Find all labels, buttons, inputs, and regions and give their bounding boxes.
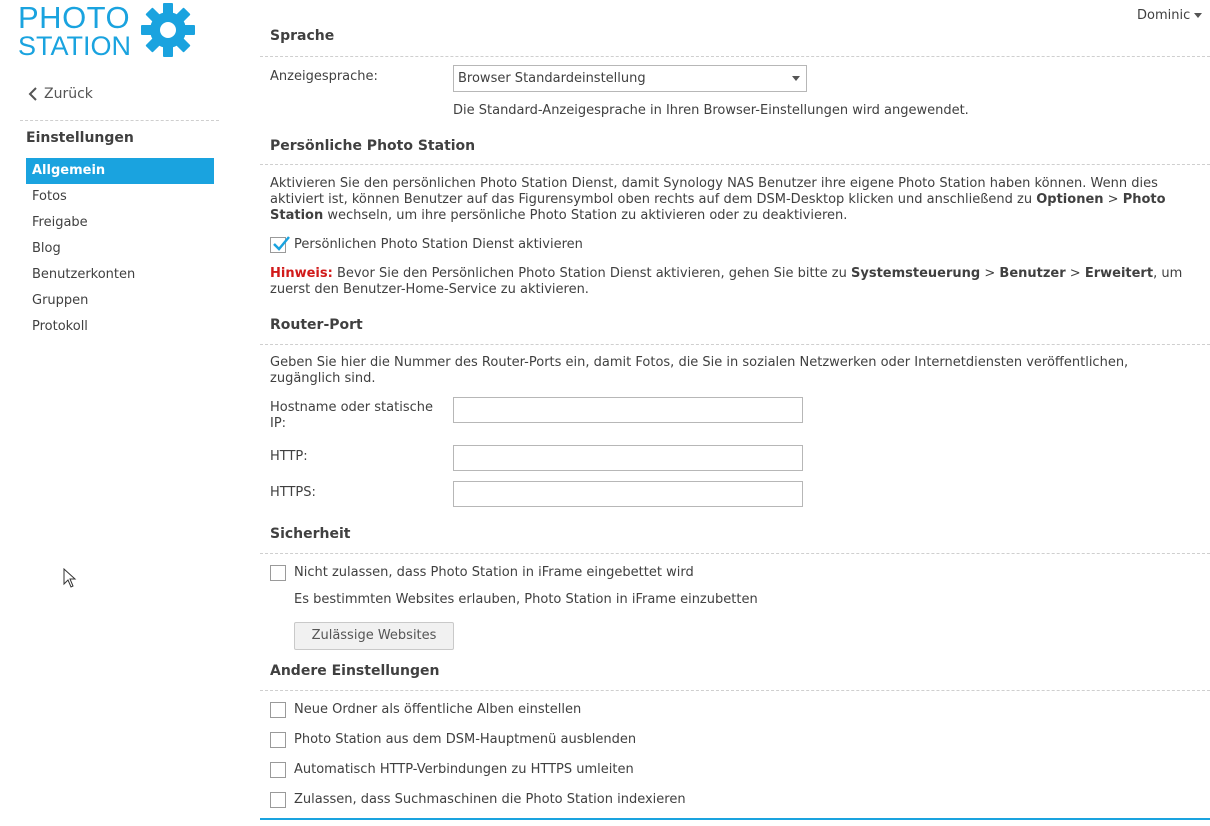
section-divider — [260, 553, 1210, 554]
sidebar-divider — [20, 120, 219, 121]
personal-hint: Hinweis: Bevor Sie den Persönlichen Photo Station Dienst aktivieren, gehen Sie bitte zu Systemsteuerung > Benutzer > Erweitert, um zuerst den Benutzer-Home-Service zu aktivieren. — [270, 266, 1183, 297]
section-title-security: Sicherheit — [270, 526, 351, 542]
logo-text-station: STATION — [18, 31, 131, 61]
hide-dsm-menu-checkbox[interactable] — [270, 732, 286, 748]
sidebar-nav — [26, 158, 214, 340]
hostname-input[interactable] — [453, 397, 803, 423]
language-select-value: Browser Standardeinstellung — [458, 71, 646, 86]
personal-service-checkbox[interactable] — [270, 237, 286, 253]
back-link[interactable] — [28, 86, 93, 102]
footer-accent-line — [260, 818, 1210, 820]
language-select[interactable] — [453, 65, 807, 92]
mouse-pointer-icon — [63, 568, 77, 588]
user-name: Dominic — [1137, 8, 1191, 23]
hostname-label: Hostname oder statische IP: — [270, 400, 433, 431]
sidebar-item-allgemein[interactable]: Allgemein — [26, 158, 214, 184]
checkmark-icon — [272, 235, 290, 253]
gear-logo-icon — [140, 2, 196, 58]
section-title-personal: Persönliche Photo Station — [270, 138, 476, 154]
https-label: HTTPS: — [270, 485, 316, 500]
allowed-websites-button[interactable]: Zulässige Websites — [294, 622, 454, 650]
back-label: Zurück — [44, 86, 93, 102]
photo-station-logo — [18, 2, 198, 62]
hide-dsm-menu-label[interactable]: Photo Station aus dem DSM-Hauptmenü ausblenden — [294, 732, 637, 747]
dropdown-arrow-icon — [792, 76, 800, 81]
iframe-block-label[interactable]: Nicht zulassen, dass Photo Station in iFrame eingebettet wird — [294, 565, 694, 580]
public-albums-checkbox[interactable] — [270, 702, 286, 718]
sidebar-title: Einstellungen — [26, 130, 134, 146]
sidebar-item-gruppen[interactable]: Gruppen — [32, 293, 89, 308]
language-label: Anzeigesprache: — [270, 69, 378, 84]
section-title-router: Router-Port — [270, 317, 363, 333]
sidebar-item-protokoll[interactable]: Protokoll — [32, 319, 88, 334]
logo-text-photo: PHOTO — [18, 0, 131, 35]
personal-description: Aktivieren Sie den persönlichen Photo Station Dienst, damit Synology NAS Benutzer ihre eigene Photo Station haben können. Wenn dies aktiviert ist, können Benutzer auf das Figurensymbol oben rechts auf dem DSM-Desktop klicken und anschließend zu Optionen > Photo Station wechseln, um ihre persönliche Photo Station zu aktivieren oder zu deaktivieren. — [270, 176, 1166, 223]
section-title-language: Sprache — [270, 28, 335, 44]
chevron-left-icon — [28, 86, 38, 102]
sidebar-item-blog[interactable]: Blog — [32, 241, 61, 256]
settings-panel — [260, 0, 1210, 826]
http-port-input[interactable] — [453, 445, 803, 471]
iframe-allow-text: Es bestimmten Websites erlauben, Photo Station in iFrame einzubetten — [294, 592, 758, 607]
https-port-input[interactable] — [453, 481, 803, 507]
http-label: HTTP: — [270, 449, 308, 464]
public-albums-label[interactable]: Neue Ordner als öffentliche Alben einstellen — [294, 702, 582, 717]
search-index-checkbox[interactable] — [270, 792, 286, 808]
section-title-other: Andere Einstellungen — [270, 663, 440, 679]
https-redirect-label[interactable]: Automatisch HTTP-Verbindungen zu HTTPS umleiten — [294, 762, 634, 777]
sidebar-item-fotos[interactable]: Fotos — [32, 189, 67, 204]
iframe-block-checkbox[interactable] — [270, 565, 286, 581]
router-description: Geben Sie hier die Nummer des Router-Ports ein, damit Fotos, die Sie in sozialen Netzwerken oder Internetdiensten veröffentlichen, zugänglich sind. — [270, 355, 1129, 386]
search-index-label[interactable]: Zulassen, dass Suchmaschinen die Photo Station indexieren — [294, 792, 686, 807]
personal-service-label[interactable]: Persönlichen Photo Station Dienst aktivieren — [294, 237, 583, 252]
section-divider — [260, 56, 1210, 57]
sidebar-item-freigabe[interactable]: Freigabe — [32, 215, 88, 230]
language-help-text: Die Standard-Anzeigesprache in Ihren Browser-Einstellungen wird angewendet. — [453, 103, 969, 118]
sidebar-item-benutzerkonten[interactable]: Benutzerkonten — [32, 267, 136, 282]
https-redirect-checkbox[interactable] — [270, 762, 286, 778]
section-divider — [260, 344, 1210, 345]
section-divider — [260, 690, 1210, 691]
section-divider — [260, 164, 1210, 165]
